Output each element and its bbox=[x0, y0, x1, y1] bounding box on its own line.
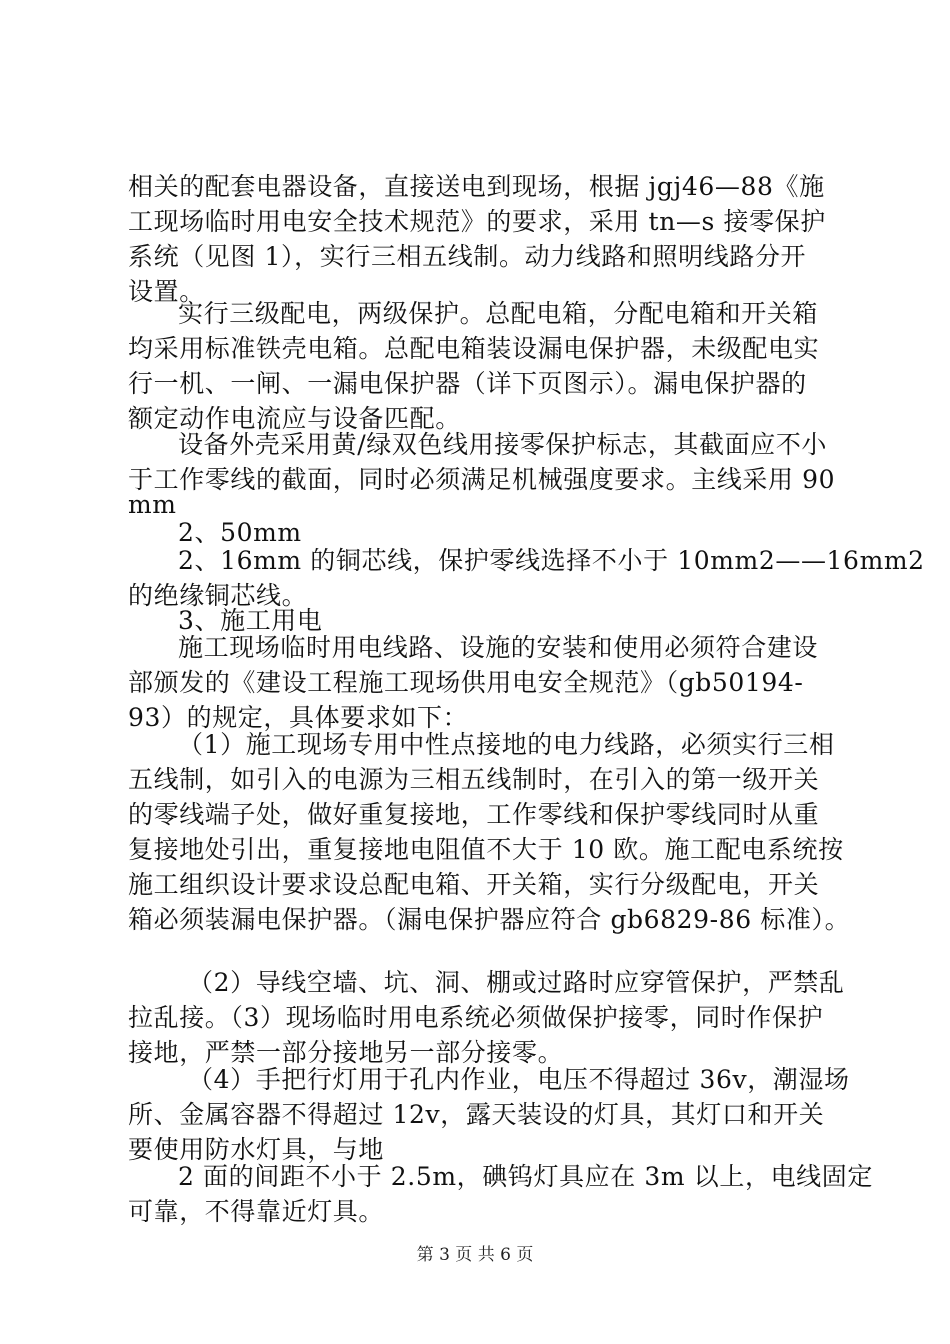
text-line: 五线制，如引入的电源为三相五线制时，在引入的第一级开关 bbox=[128, 765, 820, 794]
text-line: 施工现场临时用电线路、设施的安装和使用必须符合建设 bbox=[178, 633, 819, 662]
text-line: 设备外壳采用黄/绿双色线用接零保护标志，其截面应不小 bbox=[178, 430, 828, 459]
text-line: 额定动作电流应与设备匹配。 bbox=[128, 404, 461, 433]
text-line: 的绝缘铜芯线。 bbox=[128, 581, 308, 610]
page-footer: 第 3 页 共 6 页 bbox=[416, 1245, 534, 1265]
section-heading: 3、施工用电 bbox=[178, 606, 323, 635]
text-line: mm bbox=[128, 490, 177, 519]
text-line: 系统（见图 1），实行三相五线制。动力线路和照明线路分开 bbox=[128, 242, 807, 271]
text-line: 拉乱接。（3）现场临时用电系统必须做保护接零，同时作保护 bbox=[128, 1003, 824, 1032]
text-line: 工现场临时用电安全技术规范》的要求，采用 tn—s 接零保护 bbox=[128, 207, 826, 236]
text-line: 于工作零线的截面，同时必须满足机械强度要求。主线采用 90 bbox=[128, 465, 836, 494]
text-line: （4）手把行灯用于孔内作业，电压不得超过 36v，潮湿场 bbox=[188, 1065, 850, 1094]
text-line: 实行三级配电，两级保护。总配电箱，分配电箱和开关箱 bbox=[178, 299, 819, 328]
text-line: 均采用标准铁壳电箱。总配电箱装设漏电保护器，未级配电实 bbox=[128, 334, 820, 363]
text-line: 所、金属容器不得超过 12v，露天装设的灯具，其灯口和开关 bbox=[128, 1100, 825, 1129]
text-line: 复接地处引出，重复接地电阻值不大于 10 欧。施工配电系统按 bbox=[128, 835, 844, 864]
text-line: （1）施工现场专用中性点接地的电力线路，必须实行三相 bbox=[178, 730, 835, 759]
text-line: 2、50mm bbox=[178, 518, 302, 547]
text-line: 行一机、一闸、一漏电保护器（详下页图示）。漏电保护器的 bbox=[128, 369, 807, 398]
text-line: 部颁发的《建设工程施工现场供用电安全规范》（gb50194- bbox=[128, 668, 804, 697]
text-line: 相关的配套电器设备，直接送电到现场，根据 jgj46—88《施 bbox=[128, 172, 825, 201]
text-line: 2 面的间距不小于 2.5m，碘钨灯具应在 3m 以上，电线固定 bbox=[178, 1162, 873, 1191]
text-line: 2、16mm 的铜芯线，保护零线选择不小于 10mm2——16mm2 bbox=[178, 546, 925, 575]
text-line: 设置。 bbox=[128, 277, 205, 306]
text-line: 箱必须装漏电保护器。（漏电保护器应符合 gb6829-86 标准）。 bbox=[128, 905, 851, 934]
text-line: 施工组织设计要求设总配电箱、开关箱，实行分级配电，开关 bbox=[128, 870, 820, 899]
text-line: 要使用防水灯具，与地 bbox=[128, 1135, 385, 1164]
text-line: 接地，严禁一部分接地另一部分接零。 bbox=[128, 1038, 564, 1067]
text-line: （2）导线空墙、坑、洞、棚或过路时应穿管保护，严禁乱 bbox=[188, 968, 845, 997]
text-line: 的零线端子处，做好重复接地，工作零线和保护零线同时从重 bbox=[128, 800, 820, 829]
text-line: 可靠，不得靠近灯具。 bbox=[128, 1197, 385, 1226]
text-line: 93）的规定，具体要求如下： bbox=[128, 703, 469, 732]
